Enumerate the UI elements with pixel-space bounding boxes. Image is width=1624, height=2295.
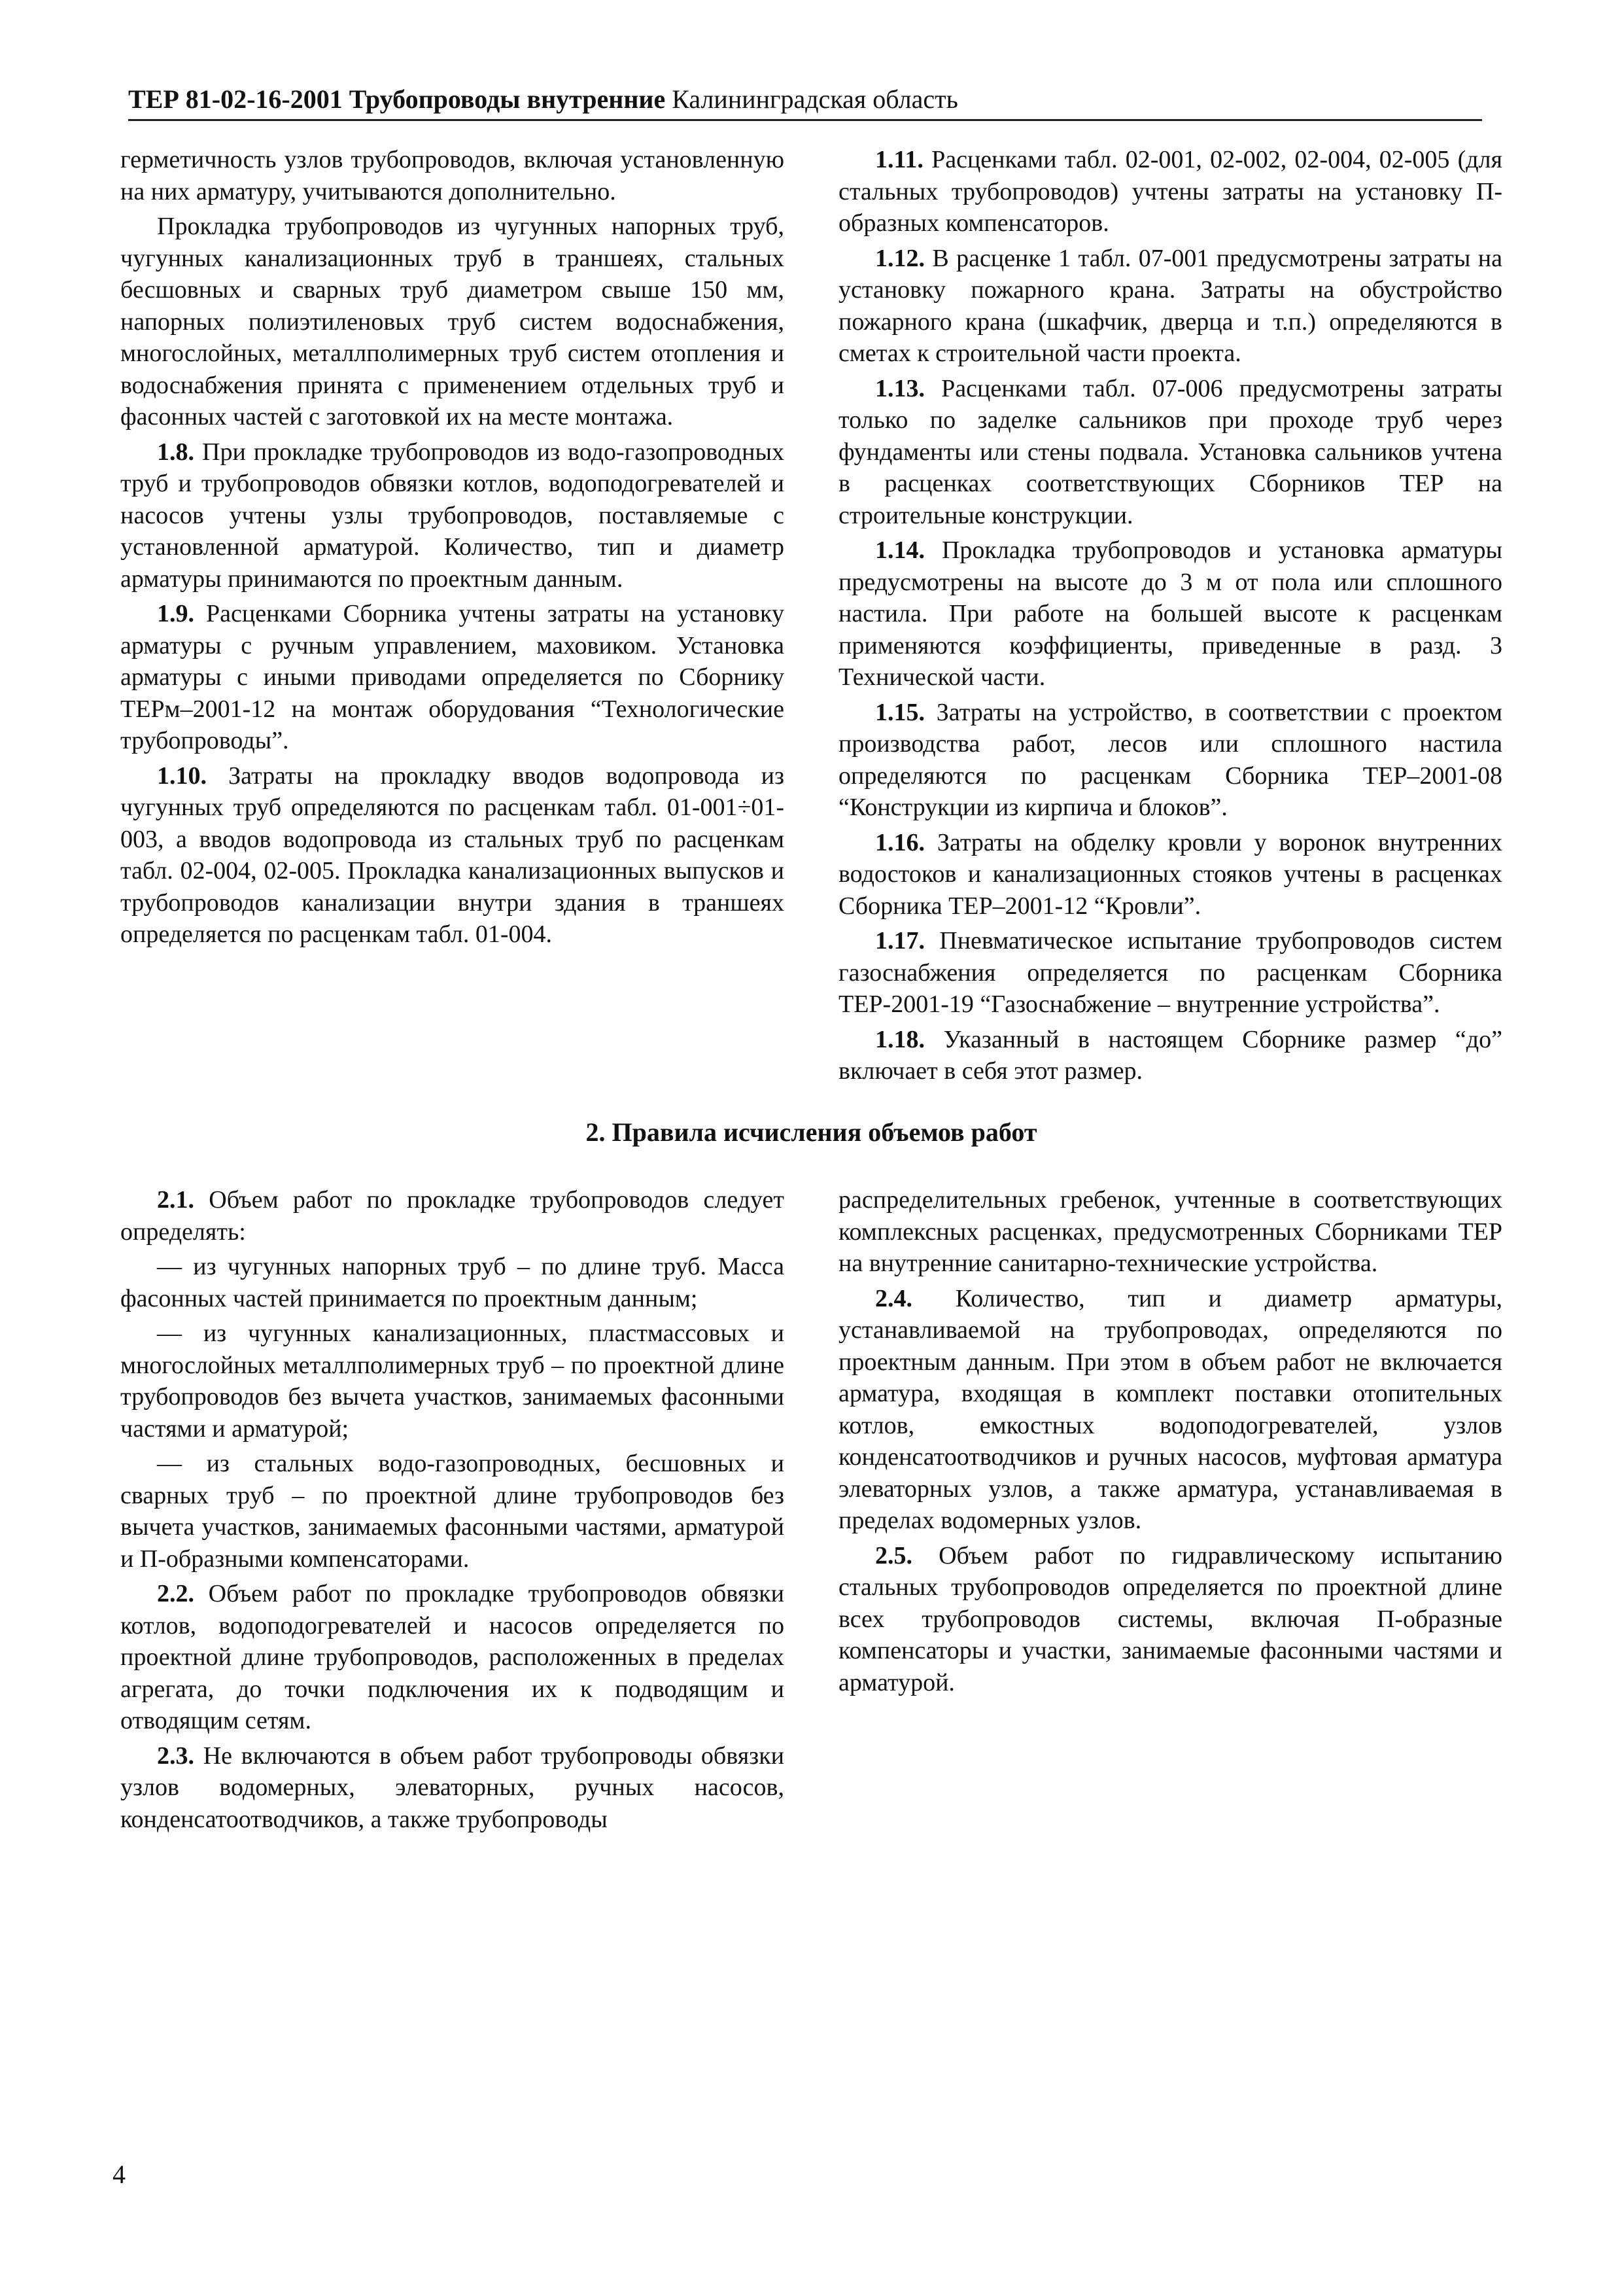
paragraph-text: В расценке 1 табл. 07-001 предусмотрены затраты на установку пожарного крана. Затраты на обустройство пожарного крана (шкафчик, дверца и т.п.) определяются в сметах к строительной части проекта. (838, 244, 1502, 367)
paragraph (120, 598, 784, 757)
clause-number: 1.15. (875, 698, 925, 726)
paragraph-text: Объем работ по гидравлическому испытанию стальных трубопроводов определяется по проектной длине всех трубопроводов системы, включая П-образные компенсаторы и участки, занимаемые фасонными частями и арматурой. (838, 1541, 1502, 1696)
paragraph (838, 1283, 1502, 1537)
paragraph (120, 1448, 784, 1575)
page-number: 4 (112, 2160, 126, 2189)
clause-number: 1.17. (875, 927, 925, 955)
column-right-top (838, 144, 1502, 1091)
paragraph-text: Затраты на обделку кровли у воронок внутренних водостоков и канализационных стояков учтены в расценках Сборника ТЕР–2001-12 “Кровли”. (838, 828, 1502, 920)
column-right-bottom (838, 1184, 1502, 1702)
paragraph (120, 1318, 784, 1445)
clause-number: 1.18. (875, 1025, 925, 1053)
clause-number: 1.10. (157, 762, 207, 790)
clause-number: 1.13. (875, 374, 925, 402)
paragraph-text: Расценками табл. 02-001, 02-002, 02-004, 02-005 (для стальных трубопроводов) учтены затраты на установку П-образных компенсаторов. (838, 146, 1502, 237)
paragraph (838, 925, 1502, 1021)
paragraph-text: — из чугунных канализационных, пластмассовых и многослойных металлполимерных труб – по проектной длине трубопроводов без вычета участков, занимаемых фасонными частями и арматурой; (120, 1320, 784, 1443)
paragraph-text: Объем работ по прокладке трубопроводов следует определять: (120, 1186, 784, 1246)
paragraph (120, 211, 784, 433)
column-left-top (120, 144, 784, 954)
clause-number: 2.4. (875, 1284, 912, 1312)
paragraph-text: — из чугунных напорных труб – по длине труб. Масса фасонных частей принимается по проектным данным; (120, 1253, 784, 1312)
clause-number: 2.2. (157, 1580, 194, 1607)
paragraph (838, 697, 1502, 824)
paragraph (120, 1184, 784, 1248)
paragraph (838, 243, 1502, 370)
paragraph-text: Объем работ по прокладке трубопроводов обвязки котлов, водоподогревателей и насосов определяется по проектной длине трубопроводов, расположенных в пределах агрегата, до точки подключения их к подводящим и отводящим сетям. (120, 1580, 784, 1734)
paragraph (120, 1251, 784, 1314)
paragraph-text: Расценками табл. 07-006 предусмотрены затраты только по заделке сальников при проходе труб через фундаменты или стены подвала. Установка сальников учтена в расценках соответствующих Сборников ТЕР на строительные конструкции. (838, 374, 1502, 529)
clause-number: 1.16. (875, 828, 925, 856)
clause-number: 1.14. (875, 536, 925, 564)
paragraph (120, 144, 784, 207)
paragraph-text: Расценками Сборника учтены затраты на установку арматуры с ручным управлением, маховиком. Установка арматуры с иными приводами определяется по Сборнику ТЕРм–2001-12 на монтаж оборудования “Технологические трубопроводы”. (120, 600, 784, 754)
paragraph (120, 1578, 784, 1737)
paragraph (838, 1024, 1502, 1087)
paragraph-text: Затраты на прокладку вводов водопровода из чугунных труб определяются по расценкам табл. 01-001÷01-003, а вводов водопровода из стальных труб по расценкам табл. 02-004, 02-005. Прокладка канализационных выпусков и трубопроводов канализации внутри здания в траншеях определяется по расценкам табл. 01-004. (120, 762, 784, 948)
header-region: Калининградская область (672, 84, 958, 114)
clause-number: 1.8. (157, 438, 194, 466)
column-left-bottom (120, 1184, 784, 1838)
clause-number: 2.3. (157, 1742, 194, 1770)
paragraph-text: Указанный в настоящем Сборнике размер “до” включает в себя этот размер. (838, 1025, 1502, 1085)
paragraph-text: При прокладке трубопроводов из водо-газопроводных труб и трубопроводов обвязки котлов, водоподогревателей и насосов учтены узлы трубопроводов, поставляемые с установленной арматурой. Количество, тип и диаметр арматуры принимаются по проектным данным. (120, 438, 784, 593)
paragraph-text: Количество, тип и диаметр арматуры, устанавливаемой на трубопроводах, определяются по проектным данным. При этом в объем работ не включается арматура, входящая в комплект поставки отопительных котлов, емкостных водоподогревателей, узлов конденсатоотводчиков и ручных насосов, муфтовая арматура элеваторных узлов, а также арматура, устанавливаемая в пределах водомерных узлов. (838, 1284, 1502, 1534)
running-header (128, 84, 1482, 121)
paragraph (120, 760, 784, 951)
paragraph-text: распределительных гребенок, учтенные в соответствующих комплексных расценках, предусмотренных Сборниками ТЕР на внутренние санитарно-технические устройства. (838, 1186, 1502, 1277)
clause-number: 1.12. (875, 244, 925, 272)
clause-number: 2.1. (157, 1186, 194, 1214)
section-title: 2. Правила исчисления объемов работ (585, 1117, 1037, 1147)
paragraph (838, 144, 1502, 239)
clause-number: 2.5. (875, 1541, 912, 1569)
paragraph-text: Затраты на устройство, в соответствии с проектом производства работ, лесов или сплошного настила определяются по расценкам Сборника ТЕР–2001-08 “Конструкции из кирпича и блоков”. (838, 698, 1502, 821)
paragraph (838, 1184, 1502, 1280)
paragraph-text: Пневматическое испытание трубопроводов систем газоснабжения определяется по расценкам Сборника ТЕР-2001-19 “Газоснабжение – внутренние устройства”. (838, 927, 1502, 1018)
paragraph-text: — из стальных водо-газопроводных, бесшовных и сварных труб – по проектной длине трубопроводов без вычета участков, занимаемых фасонными частями, арматурой и П-образными компенсаторами. (120, 1450, 784, 1573)
clause-number: 1.11. (875, 146, 924, 173)
header-code-title: ТЕР 81-02-16-2001 Трубопроводы внутренние (128, 84, 666, 114)
paragraph (838, 373, 1502, 532)
paragraph (838, 1540, 1502, 1699)
paragraph-text: Прокладка трубопроводов и установка арматуры предусмотрены на высоте до 3 м от пола или сплошного настила. При работе на большей высоте к расценкам применяются коэффициенты, приведенные в разд. 3 Технической части. (838, 536, 1502, 691)
paragraph (838, 534, 1502, 693)
clause-number: 1.9. (157, 600, 194, 627)
paragraph (838, 827, 1502, 922)
paragraph-text: герметичность узлов трубопроводов, включая установленную на них арматуру, учитываются дополнительно. (120, 146, 784, 205)
paragraph-text: Не включаются в объем работ трубопроводы обвязки узлов водомерных, элеваторных, ручных насосов, конденсатоотводчиков, а также трубопроводы (120, 1742, 784, 1833)
paragraph-text: Прокладка трубопроводов из чугунных напорных труб, чугунных канализационных труб в траншеях, стальных бесшовных и сварных труб диаметром свыше 150 мм, напорных полиэтиленовых труб систем водоснабжения, многослойных, металлполимерных труб систем отопления и водоснабжения принята с применением отдельных труб и фасонных частей с заготовкой их на месте монтажа. (120, 213, 784, 430)
paragraph (120, 1740, 784, 1836)
paragraph (120, 436, 784, 595)
